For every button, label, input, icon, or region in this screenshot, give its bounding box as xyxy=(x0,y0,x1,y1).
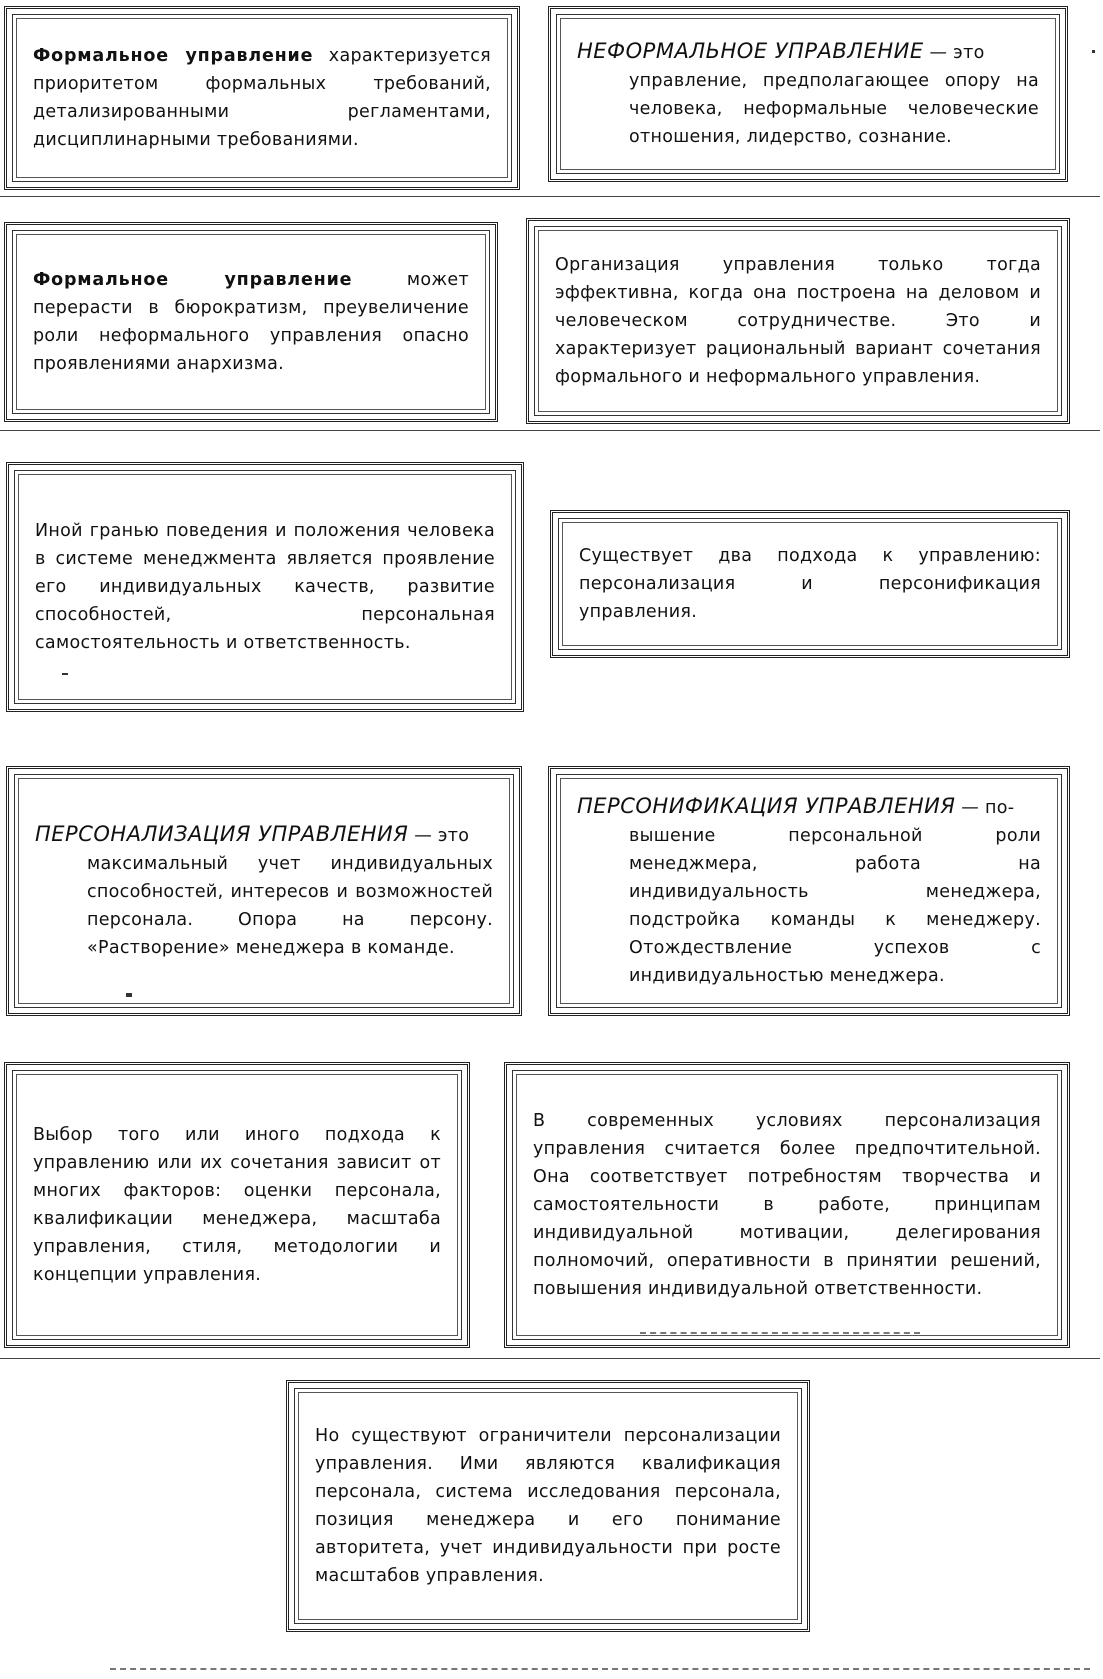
scan-speck xyxy=(126,993,132,997)
scan-dash xyxy=(110,1668,1090,1670)
block-text: Иной гранью поведения и положения человека в системе менеджмента является проявление его индивидуальных качеств, развитие способностей, персональная самостоятельность и ответственность. xyxy=(35,521,495,653)
block-text: максимальный учет индивидуальных способностей, интересов и возможностей персонала. Опора на персону. «Растворение» менеджера в команде. xyxy=(87,854,493,958)
block-heading-dash: — это xyxy=(923,43,985,63)
text-block-personalization-definition xyxy=(6,766,522,1016)
scan-speck xyxy=(1092,50,1095,53)
block-text: Но существуют ограничители персонализации управления. Ими являются квалификация персонала, система исследования персонала, позиция менеджера и его понимание авторитета, учет индивидуальности при росте масштабов управления. xyxy=(315,1426,781,1586)
block-heading-dash: — это xyxy=(408,826,470,846)
block-heading: НЕФОРМАЛЬНОЕ УПРАВЛЕНИЕ xyxy=(577,39,924,63)
block-heading: ПЕРСОНИФИКАЦИЯ УПРАВЛЕНИЯ xyxy=(577,794,956,818)
block-text: Существует два подхода к управлению: персонализация и персонификация управления. xyxy=(579,546,1041,622)
block-heading-dash: — по- xyxy=(955,798,1015,818)
block-text: вышение персональной роли менеджмера, работа на индивидуальность менеджера, подстройка команды к менеджеру. Отождествление успехов с индивидуальностью менеджера. xyxy=(629,826,1041,986)
scan-line xyxy=(0,1358,1100,1359)
text-block-limitations xyxy=(286,1380,810,1632)
text-block-individual-qualities xyxy=(6,462,524,712)
block-text: Выбор того или иного подхода к управлению или их сочетания зависит от многих факторов: оценки персонала, квалификации менеджера, масштаба управления, стиля, методологии и концепции управления. xyxy=(33,1125,441,1285)
text-block-formal-definition xyxy=(4,6,520,190)
block-lead: Формальное управление xyxy=(33,270,353,290)
block-heading: ПЕРСОНАЛИЗАЦИЯ УПРАВЛЕНИЯ xyxy=(35,822,409,846)
block-lead: Формальное управление xyxy=(33,46,314,66)
text-block-formal-bureaucracy xyxy=(4,222,498,422)
block-text: может перерасти в бюрократизм, преувеличение роли неформального управления опасно проявлениями анархизма. xyxy=(33,270,469,374)
scan-speck xyxy=(62,673,68,675)
block-text: характеризуется приоритетом формальных требований, детализированными регламентами, дисциплинарными требованиями. xyxy=(33,46,491,150)
text-block-personification-definition xyxy=(548,766,1070,1016)
scan-line xyxy=(0,430,1100,431)
block-text: управление, предполагающее опору на человека, неформальные человеческие отношения, лидерство, сознание. xyxy=(629,71,1039,147)
text-block-informal-definition xyxy=(548,6,1068,182)
text-block-organization-effective xyxy=(526,218,1070,424)
block-text: В современных условиях персонализация управления считается более предпочтительной. Она соответствует потребностям творчества и самостоятельности в работе, принципам индивидуальной мотивации, делегирования полномочий, оперативности в принятии решений, повышения индивидуальной ответственности. xyxy=(533,1111,1041,1299)
text-block-approach-choice xyxy=(4,1062,470,1348)
scan-dash xyxy=(640,1332,920,1334)
scan-line xyxy=(0,196,1100,197)
block-text: Организация управления только тогда эффективна, когда она построена на деловом и человеческом сотрудничестве. Это и характеризует рациональный вариант сочетания формального и неформального управления. xyxy=(555,255,1041,387)
text-block-modern-conditions xyxy=(504,1062,1070,1348)
text-block-two-approaches xyxy=(550,510,1070,658)
